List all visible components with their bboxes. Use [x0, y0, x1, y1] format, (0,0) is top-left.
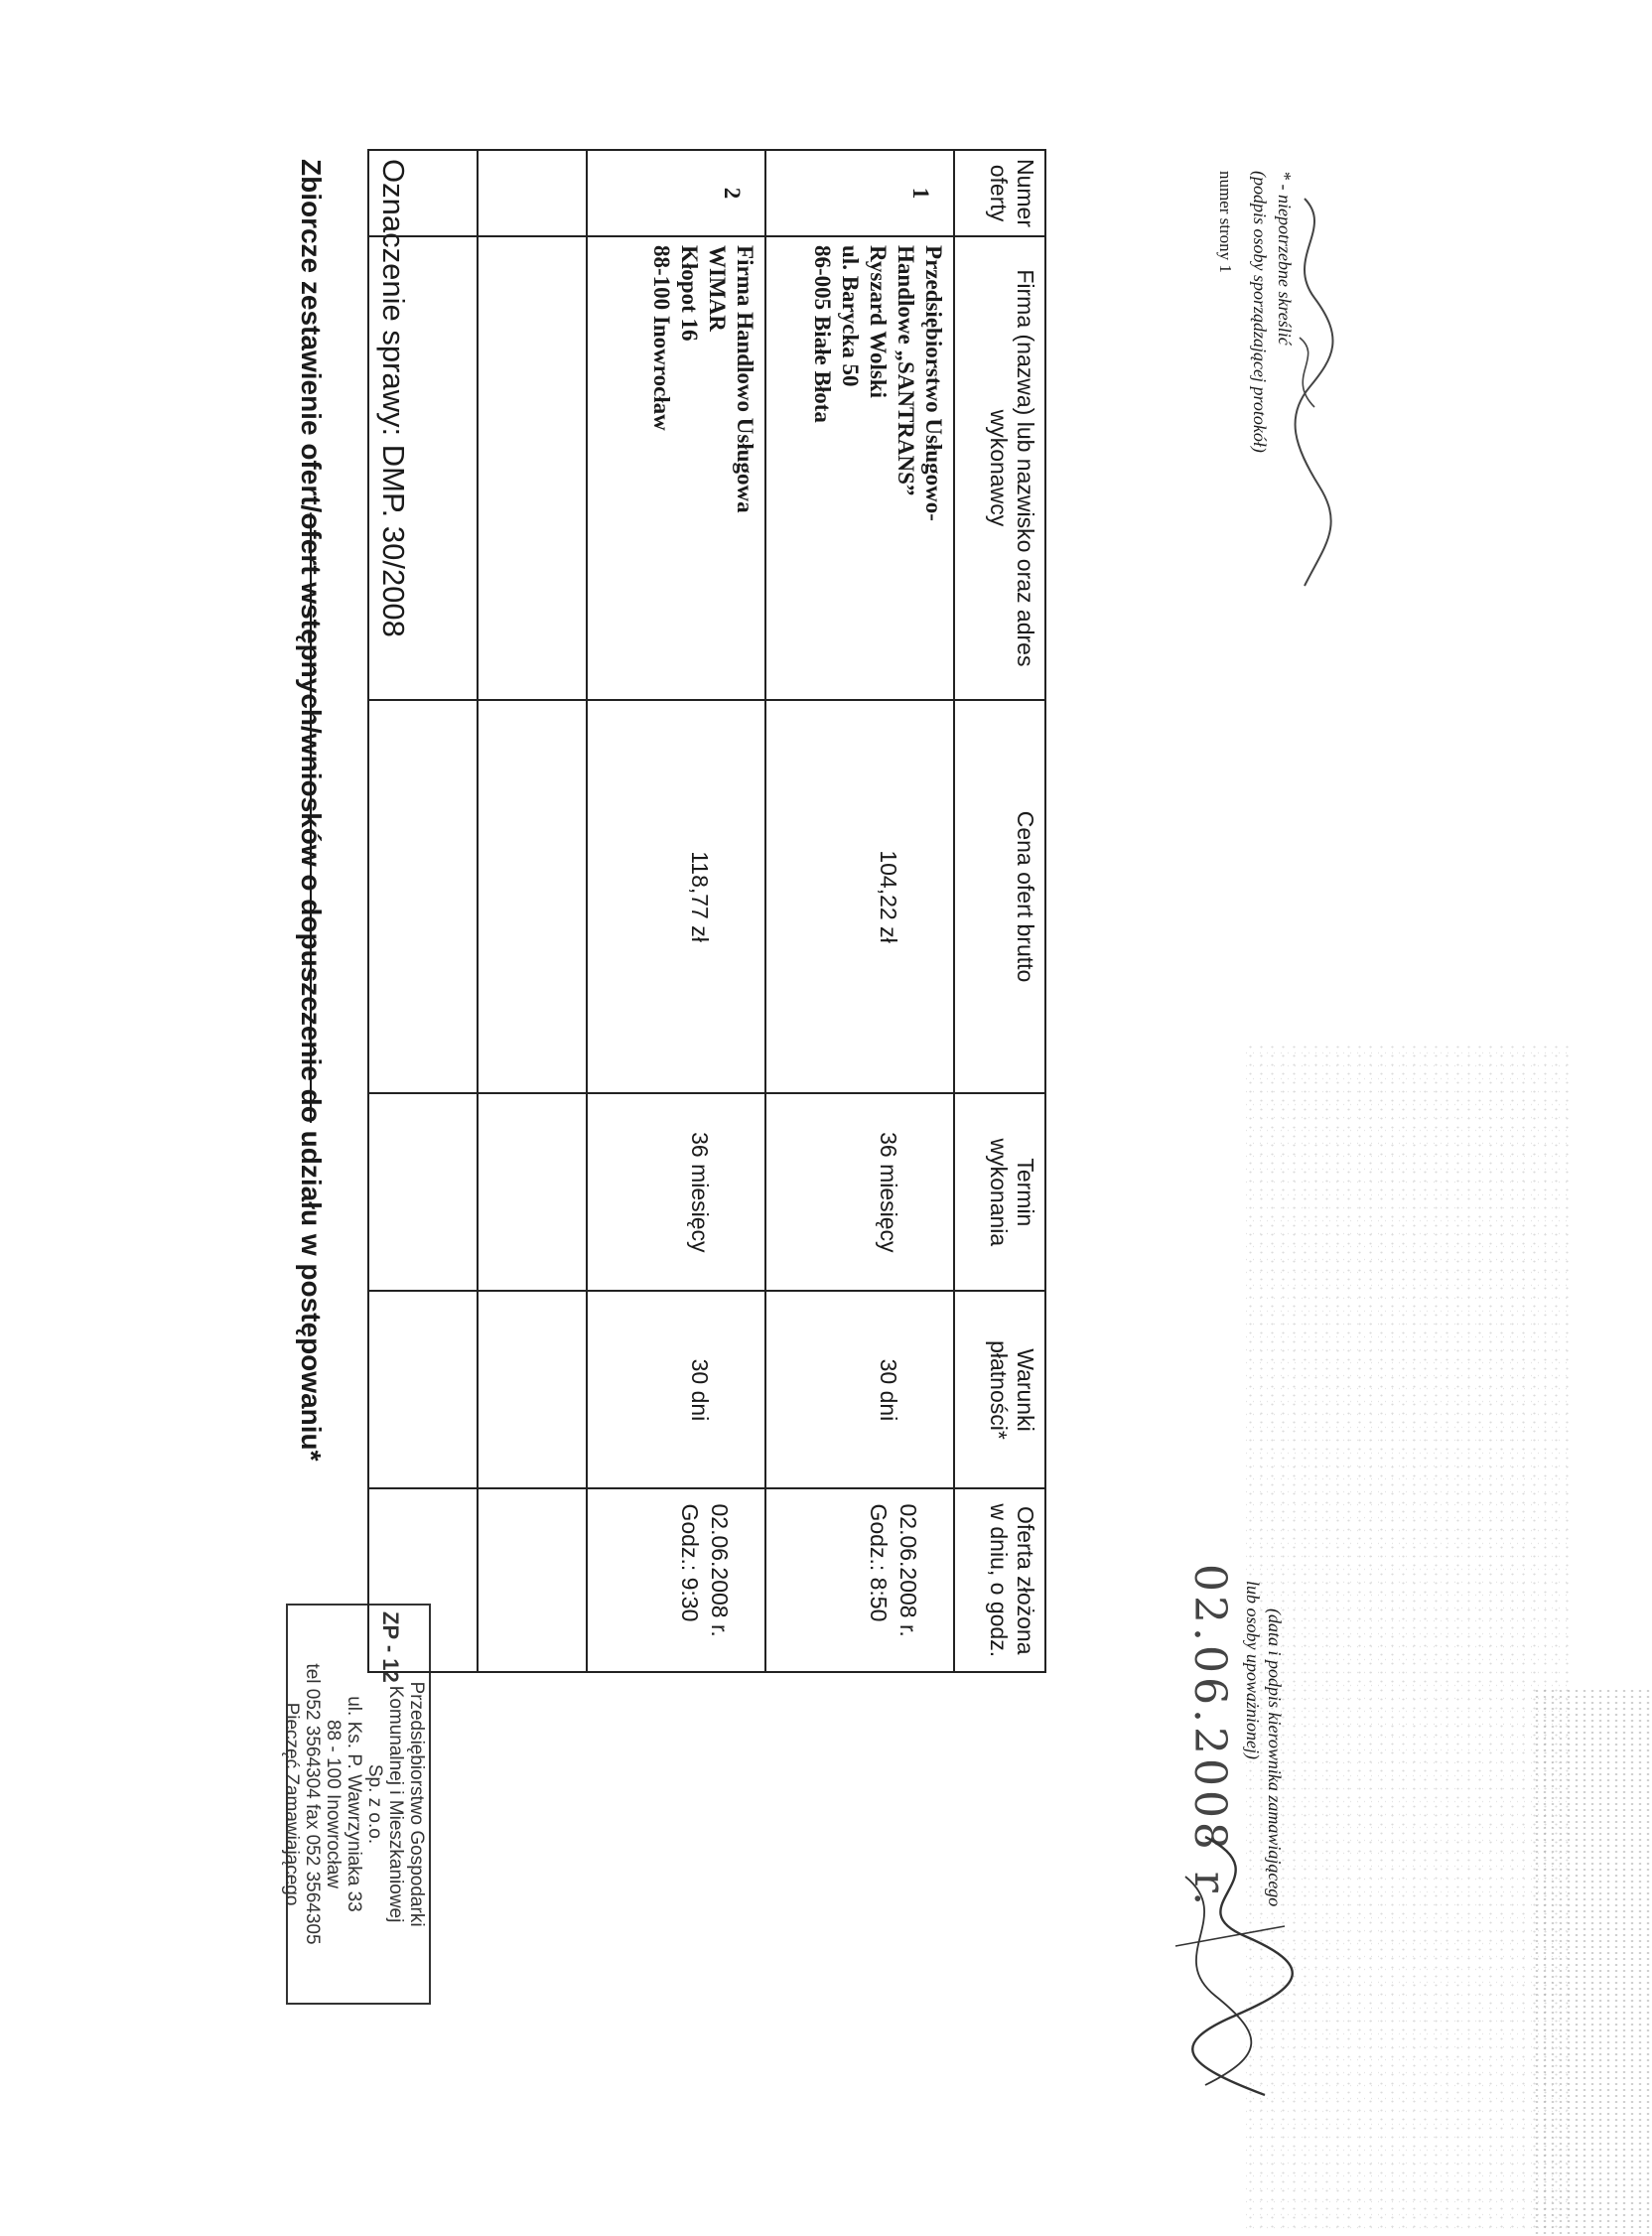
company-line: Kłopot 16: [677, 245, 702, 342]
page-number: numer strony 1: [1216, 171, 1235, 273]
director-signature: [1156, 1817, 1324, 2115]
title-struck-part: ofert wstępnych/wniosków o dopuszczenie do: [296, 512, 327, 1123]
submitted-time: Godz.: 9:30: [677, 1503, 703, 1622]
submitted-cell: [587, 1488, 765, 1672]
term-cell: 36 miesięcy: [587, 1093, 765, 1291]
offers-table: [367, 149, 1046, 1673]
stamp-line: Sp. z o.o.: [364, 1763, 385, 1845]
table-row: [765, 150, 954, 1672]
date-caption: lub osoby upoważnionej): [1243, 1581, 1263, 1759]
header-cell: Numer oferty: [954, 150, 1045, 236]
preparer-signature: [1275, 189, 1354, 606]
term-cell: 36 miesięcy: [765, 1093, 954, 1291]
stamp-line: Pieczęć Zamawiającego: [281, 1702, 302, 1906]
footnote-unneeded: * - niepotrzebne skreślić: [1275, 171, 1295, 346]
case-number: Oznaczenie sprawy: DMP. 30/2008: [376, 159, 411, 637]
submitted-cell: [765, 1488, 954, 1672]
offer-number: 2: [587, 150, 765, 236]
stamp-line: Przedsiębiorstwo Gospodarki: [406, 1681, 427, 1927]
form-code: ZP - 12: [378, 1611, 403, 1683]
stamp-line: Komunalnej i Mieszkaniowej: [385, 1685, 406, 1923]
price-cell: 104,22 zł: [765, 700, 954, 1093]
company-line: Firma Handlowo Usługowa: [733, 245, 757, 513]
stamp-line: 88 - 100 Inowrocław: [323, 1719, 344, 1889]
document-title: [295, 159, 327, 1462]
table-row-empty: [368, 150, 478, 1672]
offer-number: 1: [765, 150, 954, 236]
company-line: Przedsiębiorstwo Usługowo-: [921, 245, 946, 521]
company-line: 88-100 Inowrocław: [649, 245, 674, 431]
company-line: ul. Barycka 50: [838, 245, 863, 387]
company-line: 86-005 Białe Błota: [810, 245, 835, 423]
title-start: Zbiorcze zestawienie ofert/: [296, 159, 327, 513]
price-cell: 118,77 zł: [587, 700, 765, 1093]
payment-cell: 30 dni: [587, 1291, 765, 1488]
company-line: Handlowe „SANTRANS”: [894, 245, 918, 496]
company-cell: [587, 236, 765, 700]
stamp-line: tel 052 3564304 fax 052 3564305: [302, 1663, 323, 1945]
header-cell: Warunki płatności*: [954, 1291, 1045, 1488]
company-cell: [765, 236, 954, 700]
header-cell: Termin wykonania: [954, 1093, 1045, 1291]
payment-cell: 30 dni: [765, 1291, 954, 1488]
title-end: udziału w postępowaniu*: [296, 1122, 327, 1462]
handwritten-date: 02.06.2008 r.: [1184, 1564, 1235, 1910]
submitted-date: 02.06.2008 r.: [707, 1503, 733, 1637]
company-line: Ryszard Wolski: [866, 245, 891, 399]
company-line: WIMAR: [705, 245, 730, 332]
header-cell: Cena ofert brutto: [954, 700, 1045, 1093]
date-caption: (data i podpis kierownika zamawiającego: [1265, 1608, 1285, 1907]
table-row-empty: [478, 150, 587, 1672]
scan-noise: [1533, 1688, 1652, 2234]
table-row: [587, 150, 765, 1672]
header-cell: Firma (nazwa) lub nazwisko oraz adres wykonawcy: [954, 236, 1045, 700]
header-cell: Oferta złożona w dniu, o godz.: [954, 1488, 1045, 1672]
stamp-line: ul. Ks. P. Wawrzyniaka 33: [344, 1696, 364, 1912]
table-header-row: [954, 150, 1045, 1672]
signature-caption: (podpis osoby sporządzającej protokół): [1250, 171, 1270, 453]
submitted-date: 02.06.2008 r.: [895, 1503, 921, 1637]
submitted-time: Godz.: 8:50: [866, 1503, 892, 1622]
